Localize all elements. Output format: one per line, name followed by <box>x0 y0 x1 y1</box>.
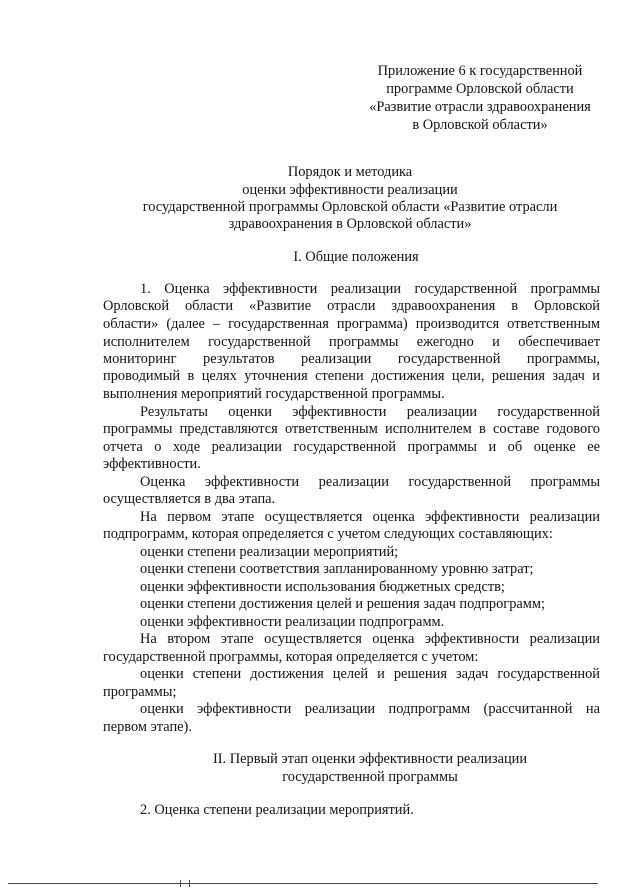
attachment-line: программе Орловской области <box>386 81 574 97</box>
list-item-line: оценки степени достижения целей и решения задач государственной <box>140 666 600 682</box>
list-item: оценки эффективности реализации подпрограмм. <box>140 614 445 630</box>
paragraph-line: программы представляются ответственным исполнителем в составе годового <box>103 421 600 437</box>
heading-line: II. Первый этап оценки эффективности реализации <box>212 751 528 767</box>
page-bottom-rule <box>8 883 598 884</box>
paragraph-line: государственной программы, которая определяется с учетом: <box>103 649 479 665</box>
list-item: оценки степени соответствия запланированному уровню затрат; <box>140 561 534 577</box>
paragraph-line: Оценка эффективности реализации государственной программы <box>140 474 600 490</box>
list-item-line: первом этапе). <box>103 719 192 735</box>
paragraph-line: эффективности. <box>103 456 201 472</box>
paragraph-line: подпрограмм, которая определяется с учетом следующих составляющих: <box>103 526 553 542</box>
paragraph-line: На втором этапе осуществляется оценка эффективности реализации <box>140 631 600 647</box>
paragraph-line: проводимый в целях уточнения степени достижения цели, решения задач и <box>103 368 600 384</box>
title-line: здравоохранения в Орловской области» <box>228 216 472 232</box>
paragraph-activities-assessment: 2. Оценка степени реализации мероприятий. <box>140 802 414 818</box>
title-line: оценки эффективности реализации <box>242 182 458 198</box>
paragraph-line: Орловской области «Развитие отрасли здравоохранения в Орловской <box>103 298 600 314</box>
paragraph-line: отчета о ходе реализации государственной программы и об оценке ее <box>103 439 600 455</box>
list-item: оценки степени достижения целей и решения задач подпрограмм; <box>140 596 545 612</box>
attachment-line: в Орловской области» <box>412 117 548 133</box>
attachment-line: «Развитие отрасли здравоохранения <box>369 99 591 115</box>
section-heading-general: I. Общие положения <box>293 249 419 265</box>
paragraph-line: На первом этапе осуществляется оценка эффективности реализации <box>140 509 600 525</box>
title-line: Порядок и методика <box>287 164 413 180</box>
paragraph-line: исполнителем государственной программы ежегодно и обеспечивает <box>103 334 600 350</box>
paragraph-line: осуществляется в два этапа. <box>103 491 276 507</box>
list-item: оценки степени реализации мероприятий; <box>140 544 399 560</box>
heading-line: государственной программы <box>282 769 458 785</box>
attachment-line: Приложение 6 к государственной <box>377 63 583 79</box>
list-item-line: оценки эффективности реализации подпрограмм (рассчитанной на <box>140 701 600 717</box>
paragraph-line: области» (далее – государственная программа) производится ответственным <box>103 316 600 332</box>
list-item: оценки эффективности использования бюджетных средств; <box>140 579 505 595</box>
page-bottom-mark <box>180 880 190 887</box>
paragraph-line: выполнения мероприятий государственной программы. <box>103 386 445 402</box>
title-line: государственной программы Орловской области «Развитие отрасли <box>142 199 558 215</box>
paragraph-line: 1. Оценка эффективности реализации государственной программы <box>140 281 600 297</box>
list-item-line: программы; <box>103 684 177 700</box>
paragraph-line: Результаты оценки эффективности реализации государственной <box>140 404 600 420</box>
paragraph-line: мониторинг результатов реализации государственной программы, <box>103 351 600 367</box>
